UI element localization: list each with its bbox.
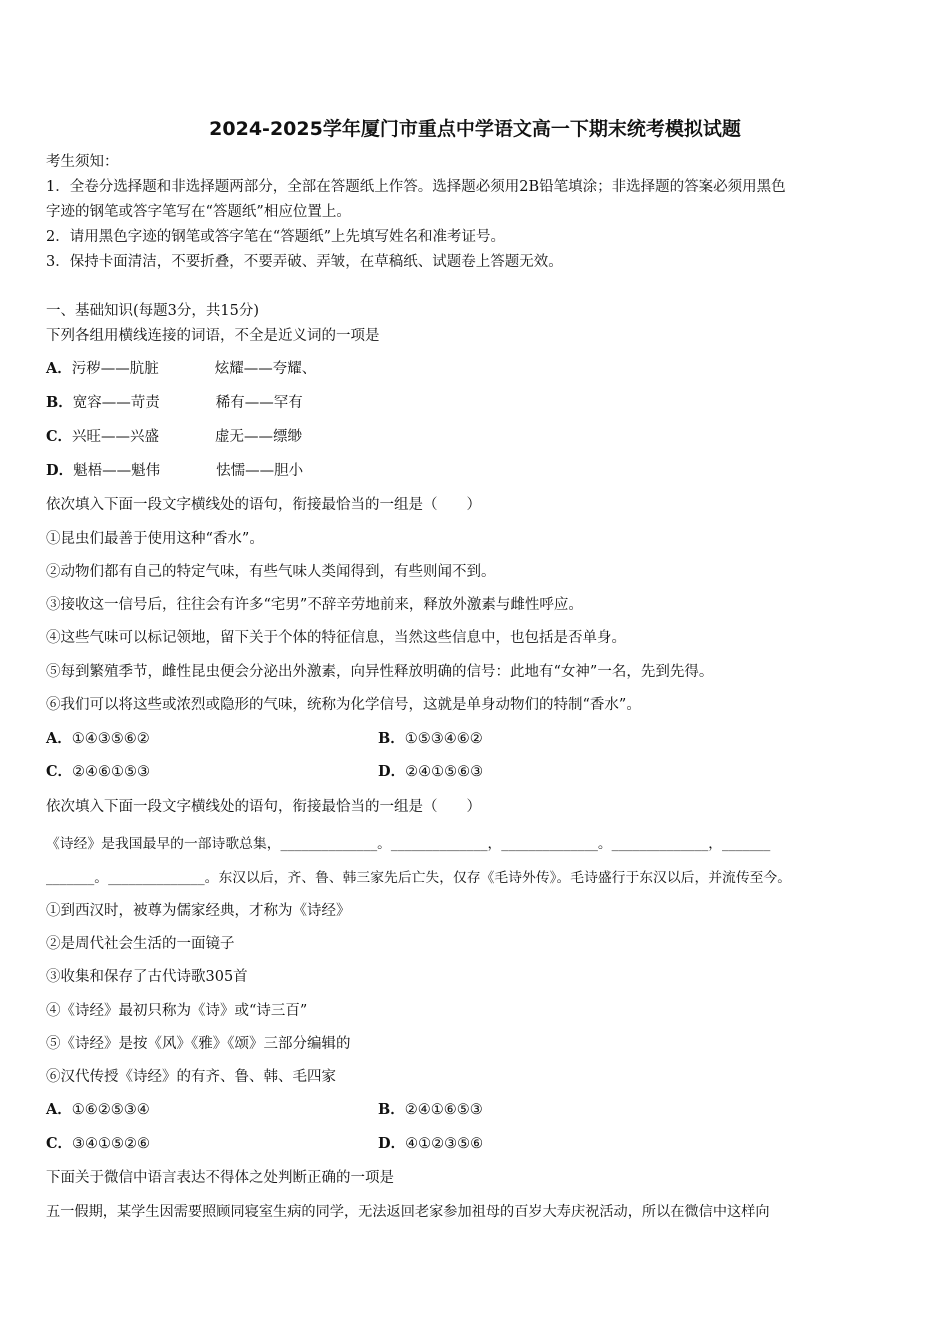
- option-text: ②④⑥①⑤③: [72, 764, 151, 780]
- option-pair-first: 污秽——肮脏: [71, 361, 159, 377]
- option-text: ②④①⑤⑥③: [405, 764, 484, 780]
- notice-heading: 考生须知：: [46, 154, 119, 170]
- q1-stem: 下列各组用横线连接的词语，不全是近义词的一项是: [46, 328, 380, 344]
- q1-option-b: [46, 393, 303, 413]
- option-pair-second: 炫耀——夸耀、: [214, 361, 317, 377]
- q3-option-c: [46, 1134, 150, 1154]
- q2-option-d: [378, 762, 483, 782]
- q3-passage-line-2: _______。______________。东汉以后，齐、鲁、韩三家先后亡失，仅存《毛诗外传》。毛诗盛行于东汉以后，并流传至今。: [46, 870, 792, 886]
- q3-option-d: [378, 1134, 483, 1154]
- notice-line-1b: 字迹的钢笔或答字笔写在“答题纸”相应位置上。: [46, 204, 351, 220]
- option-label: D．: [378, 1135, 406, 1152]
- q3-item-4: ④《诗经》最初只称为《诗》或“诗三百”: [46, 1003, 308, 1019]
- q1-option-d: [46, 461, 303, 481]
- option-label: B．: [46, 394, 73, 411]
- q3-item-2: ②是周代社会生活的一面镜子: [46, 936, 235, 952]
- notice-line-1a: 1．全卷分选择题和非选择题两部分，全部在答题纸上作答。选择题必须用2B铅笔填涂；非选择题的答案必须用黑色: [46, 179, 786, 195]
- option-label: A．: [46, 360, 72, 377]
- q3-stem: 依次填入下面一段文字横线处的语句，衔接最恰当的一组是（ ）: [46, 799, 481, 815]
- option-label: C．: [46, 763, 73, 780]
- q2-stem: 依次填入下面一段文字横线处的语句，衔接最恰当的一组是（ ）: [46, 497, 481, 513]
- option-text: ④①②③⑤⑥: [405, 1136, 484, 1152]
- q2-option-c: [46, 762, 150, 782]
- q2-item-3: ③接收这一信号后，往往会有许多“宅男”不辞辛劳地前来，释放外激素与雌性呼应。: [46, 597, 583, 613]
- option-pair-first: 魁梧——魁伟: [73, 463, 161, 479]
- section-heading: 一、基础知识(每题3分，共15分): [46, 303, 259, 319]
- option-pair-second: 稀有——罕有: [215, 395, 303, 411]
- q1-option-c: [46, 427, 302, 447]
- q3-option-a: [46, 1100, 150, 1120]
- q3-item-6: ⑥汉代传授《诗经》的有齐、鲁、韩、毛四家: [46, 1069, 336, 1085]
- notice-line-2: 2．请用黑色字迹的钢笔或答字笔在“答题纸”上先填写姓名和准考证号。: [46, 229, 506, 245]
- q4-stem: 下面关于微信中语言表达不得体之处判断正确的一项是: [46, 1170, 394, 1186]
- option-label: B．: [378, 1101, 405, 1118]
- q3-item-5: ⑤《诗经》是按《风》《雅》《颂》三部分编辑的: [46, 1036, 351, 1052]
- option-label: D．: [378, 763, 406, 780]
- q3-passage-line-1: 《诗经》是我国最早的一部诗歌总集，______________。______________，______________。______________，_______: [46, 836, 771, 852]
- option-pair-second: 怯懦——胆小: [216, 463, 304, 479]
- option-pair-second: 虚无——缥缈: [215, 429, 303, 445]
- q2-option-a: [46, 729, 150, 749]
- page-title: 2024-2025学年厦门市重点中学语文高一下期末统考模拟试题: [209, 118, 741, 140]
- option-text: ①⑤③④⑥②: [404, 731, 483, 747]
- q2-option-b: [378, 729, 483, 749]
- option-label: A．: [46, 730, 72, 747]
- option-text: ②④①⑥⑤③: [404, 1102, 483, 1118]
- notice-line-3: 3．保持卡面清洁，不要折叠，不要弄破、弄皱，在草稿纸、试题卷上答题无效。: [46, 254, 563, 270]
- q3-item-3: ③收集和保存了古代诗歌305首: [46, 969, 248, 985]
- q3-item-1: ①到西汉时，被尊为儒家经典，才称为《诗经》: [46, 903, 351, 919]
- q2-item-6: ⑥我们可以将这些或浓烈或隐形的气味，统称为化学信号，这就是单身动物们的特制“香水”。: [46, 697, 641, 713]
- q2-item-2: ②动物们都有自己的特定气味，有些气味人类闻得到，有些则闻不到。: [46, 564, 496, 580]
- option-label: C．: [46, 1135, 73, 1152]
- option-pair-first: 兴旺——兴盛: [72, 429, 160, 445]
- q4-passage: 五一假期，某学生因需要照顾同寝室生病的同学，无法返回老家参加祖母的百岁大寿庆祝活动，所以在微信中这样向: [46, 1204, 770, 1220]
- option-label: A．: [46, 1101, 72, 1118]
- q3-option-b: [378, 1100, 483, 1120]
- q2-item-1: ①昆虫们最善于使用这种“香水”。: [46, 531, 264, 547]
- option-label: C．: [46, 428, 73, 445]
- q2-item-4: ④这些气味可以标记领地，留下关于个体的特征信息，当然这些信息中，也包括是否单身。: [46, 630, 626, 646]
- option-text: ①④③⑤⑥②: [71, 731, 150, 747]
- option-text: ①⑥②⑤③④: [71, 1102, 150, 1118]
- option-text: ③④①⑤②⑥: [72, 1136, 151, 1152]
- q2-item-5: ⑤每到繁殖季节，雌性昆虫便会分泌出外激素，向异性释放明确的信号：此地有“女神”一名，先到先得。: [46, 664, 714, 680]
- option-label: B．: [378, 730, 405, 747]
- q1-option-a: [46, 359, 316, 379]
- option-pair-first: 宽容——苛责: [72, 395, 160, 411]
- option-label: D．: [46, 462, 74, 479]
